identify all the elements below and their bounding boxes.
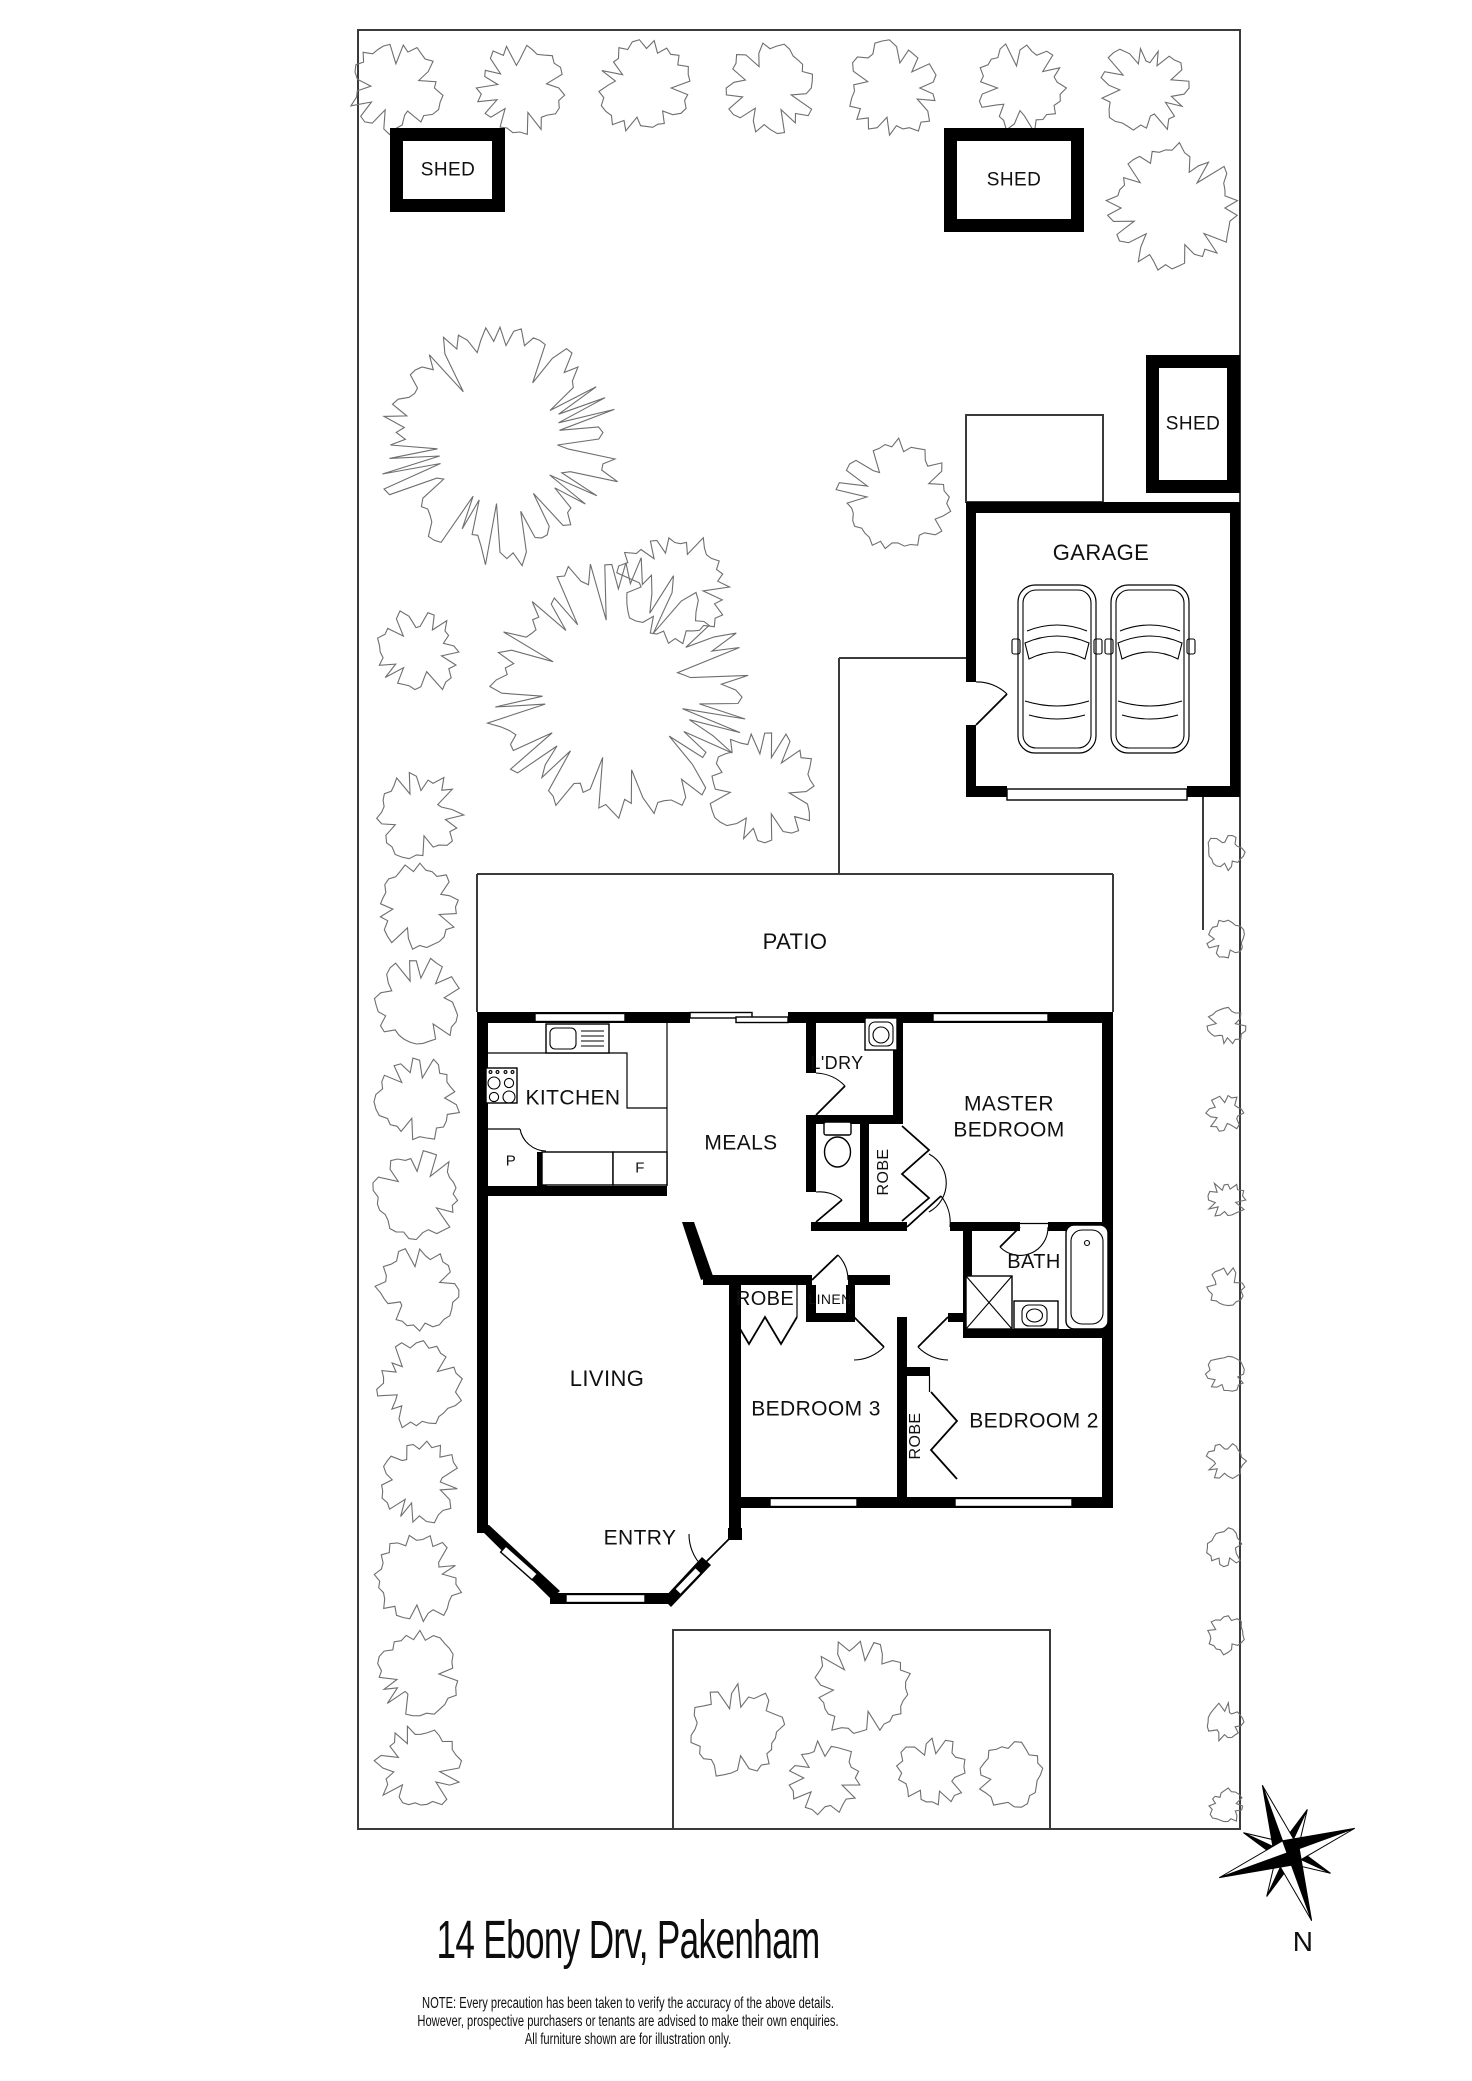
- kitchen-window: [535, 1014, 625, 1022]
- tree: [1207, 1703, 1244, 1741]
- tree: [378, 1630, 458, 1715]
- tree: [375, 1249, 459, 1331]
- label-shed-3: SHED: [1165, 413, 1221, 435]
- tree: [378, 611, 459, 690]
- tree: [617, 538, 730, 644]
- label-garage: GARAGE: [1052, 540, 1150, 565]
- tree: [377, 773, 464, 859]
- bay-window: [566, 1595, 645, 1603]
- label-fridge: F: [635, 1159, 645, 1177]
- tree: [979, 44, 1066, 132]
- master-window: [933, 1014, 1048, 1022]
- tree: [710, 733, 814, 843]
- toilet-tank: [824, 1122, 851, 1135]
- tree: [1206, 1096, 1244, 1132]
- label-meals: MEALS: [704, 1131, 778, 1155]
- label-robe-bed2: ROBE: [907, 1412, 924, 1460]
- tree: [897, 1738, 965, 1805]
- tree: [1106, 143, 1237, 270]
- tree: [374, 1058, 459, 1140]
- tree: [726, 43, 812, 134]
- garden-bed: [673, 1630, 1050, 1829]
- tree: [691, 1684, 785, 1776]
- tree: [476, 45, 564, 134]
- tree: [373, 1151, 458, 1240]
- compass-rose: [1195, 1761, 1380, 1946]
- car-icon: [1012, 585, 1102, 753]
- bedroom2-window: [955, 1499, 1072, 1507]
- tree: [1207, 1528, 1242, 1567]
- tree: [815, 1641, 910, 1733]
- tree: [374, 1535, 461, 1621]
- label-shed-2: SHED: [986, 169, 1042, 191]
- disclaimer-line-1: NOTE: Every precaution has been taken to verify the accuracy of the above details.: [422, 1995, 834, 2012]
- tree: [382, 1441, 458, 1523]
- label-north: N: [1292, 1926, 1314, 1957]
- label-patio: PATIO: [762, 929, 828, 954]
- laundry-trough: [865, 1018, 897, 1050]
- tree: [980, 1742, 1043, 1808]
- label-robe-bed3: ROBE: [735, 1288, 795, 1310]
- disclaimer-line-3: All furniture shown are for illustration only.: [524, 2031, 732, 2048]
- label-living: LIVING: [569, 1366, 645, 1391]
- bay-window: [501, 1546, 538, 1580]
- toilet-bowl: [825, 1137, 851, 1167]
- tree: [1206, 1356, 1245, 1391]
- driveway-slab: [966, 415, 1103, 502]
- field-trees: [382, 143, 1237, 843]
- bedroom3-window: [770, 1499, 857, 1507]
- label-robe-master: ROBE: [875, 1148, 892, 1196]
- bay-window: [675, 1567, 702, 1594]
- tree: [351, 44, 443, 134]
- label-master-1: MASTER: [964, 1092, 1054, 1116]
- bench: [542, 1152, 613, 1185]
- tree: [1207, 920, 1245, 958]
- sliding-door-panel: [736, 1017, 788, 1023]
- garage-door: [1007, 789, 1187, 800]
- tree: [850, 40, 936, 135]
- left-tree-column: [373, 611, 464, 1805]
- tree: [1209, 1788, 1243, 1822]
- label-kitchen: KITCHEN: [525, 1086, 621, 1110]
- tree: [599, 40, 690, 131]
- top-tree-row: [351, 40, 1189, 136]
- label-linen: LINEN: [808, 1291, 852, 1307]
- tree: [374, 1726, 461, 1805]
- tree: [1208, 1616, 1245, 1655]
- tree: [377, 1341, 463, 1428]
- label-shed-1: SHED: [420, 159, 476, 181]
- tree: [488, 558, 749, 819]
- label-entry: ENTRY: [603, 1526, 677, 1550]
- garage-side-door-arc: [976, 682, 1007, 694]
- tree: [375, 958, 460, 1044]
- label-bedroom3: BEDROOM 3: [751, 1397, 881, 1421]
- tree: [380, 863, 458, 949]
- tree: [382, 327, 617, 565]
- tree: [1101, 49, 1189, 131]
- label-bath: BATH: [1007, 1251, 1061, 1273]
- label-bedroom2: BEDROOM 2: [969, 1409, 1099, 1433]
- car-icon: [1105, 585, 1195, 753]
- label-pantry: P: [505, 1152, 517, 1170]
- tree: [789, 1741, 860, 1815]
- tree: [836, 438, 951, 548]
- garden-bed-trees: [691, 1641, 1043, 1814]
- label-master-2: BEDROOM: [953, 1118, 1065, 1142]
- label-laundry: L'DRY: [810, 1053, 864, 1073]
- page-title: 14 Ebony Drv, Pakenham: [436, 1910, 820, 1970]
- disclaimer-line-2: However, prospective purchasers or tenants are advised to make their own enquiries.: [417, 2013, 839, 2030]
- garage-side-door-leaf: [976, 694, 1007, 725]
